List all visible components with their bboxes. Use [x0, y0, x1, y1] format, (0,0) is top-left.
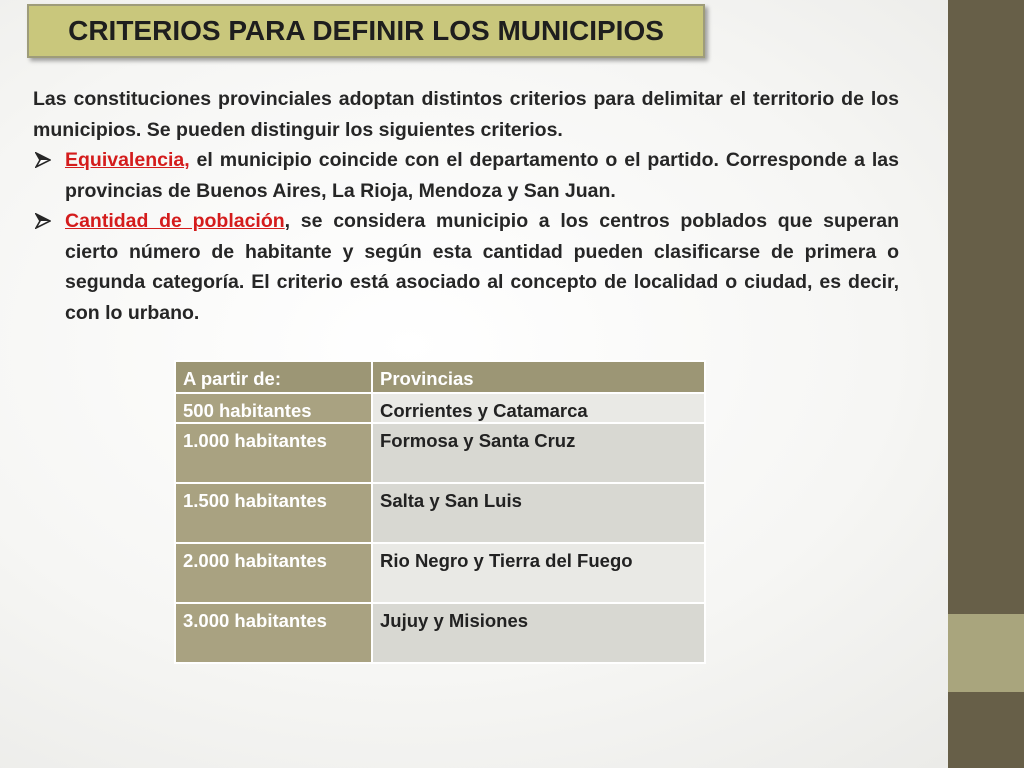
side-bar-light	[948, 614, 1024, 692]
intro-paragraph: Las constituciones provinciales adoptan distintos criterios para delimitar el territorio de los municipios. Se pueden distinguir los siguientes criterios.	[33, 88, 899, 141]
table-row	[175, 543, 705, 603]
table-row	[175, 423, 705, 483]
table-cell-provinces: Rio Negro y Tierra del Fuego	[372, 543, 705, 603]
header-a-partir: A partir de:	[175, 361, 372, 393]
table-cell-provinces: Corrientes y Catamarca	[372, 393, 705, 423]
table-cell-threshold: 500 habitantes	[175, 393, 372, 423]
body-text	[33, 84, 899, 328]
table-cell-threshold: 2.000 habitantes	[175, 543, 372, 603]
bullet-text: , se considera municipio a los centros poblados que superan cierto número de habitante y según esta cantidad pueden clasificarse de primera o segunda categoría. El criterio está asociado al concepto de localidad o ciudad, es decir, con lo urbano.	[65, 210, 899, 324]
bullet-term: Cantidad de población	[65, 210, 285, 232]
title-box	[27, 4, 705, 58]
table-cell-provinces: Salta y San Luis	[372, 483, 705, 543]
arrowhead-bullet-icon	[35, 213, 51, 229]
bullet-text: el municipio coincide con el departamento o el partido. Corresponde a las provincias de Buenos Aires, La Rioja, Mendoza y San Juan.	[65, 149, 899, 202]
table-row	[175, 483, 705, 543]
bullet-term: Equivalencia,	[65, 149, 190, 171]
table-cell-threshold: 1.000 habitantes	[175, 423, 372, 483]
table-cell-provinces: Jujuy y Misiones	[372, 603, 705, 663]
population-table	[174, 360, 706, 664]
table-cell-threshold: 3.000 habitantes	[175, 603, 372, 663]
table-row	[175, 603, 705, 663]
table-row	[175, 393, 705, 423]
table-cell-provinces: Formosa y Santa Cruz	[372, 423, 705, 483]
bullet-cantidad	[33, 206, 899, 328]
table-header-row	[175, 361, 705, 393]
table-cell-threshold: 1.500 habitantes	[175, 483, 372, 543]
page-title: CRITERIOS PARA DEFINIR LOS MUNICIPIOS	[68, 15, 664, 46]
arrowhead-bullet-icon	[35, 152, 51, 168]
bullet-equivalencia	[33, 145, 899, 206]
header-provincias: Provincias	[372, 361, 705, 393]
